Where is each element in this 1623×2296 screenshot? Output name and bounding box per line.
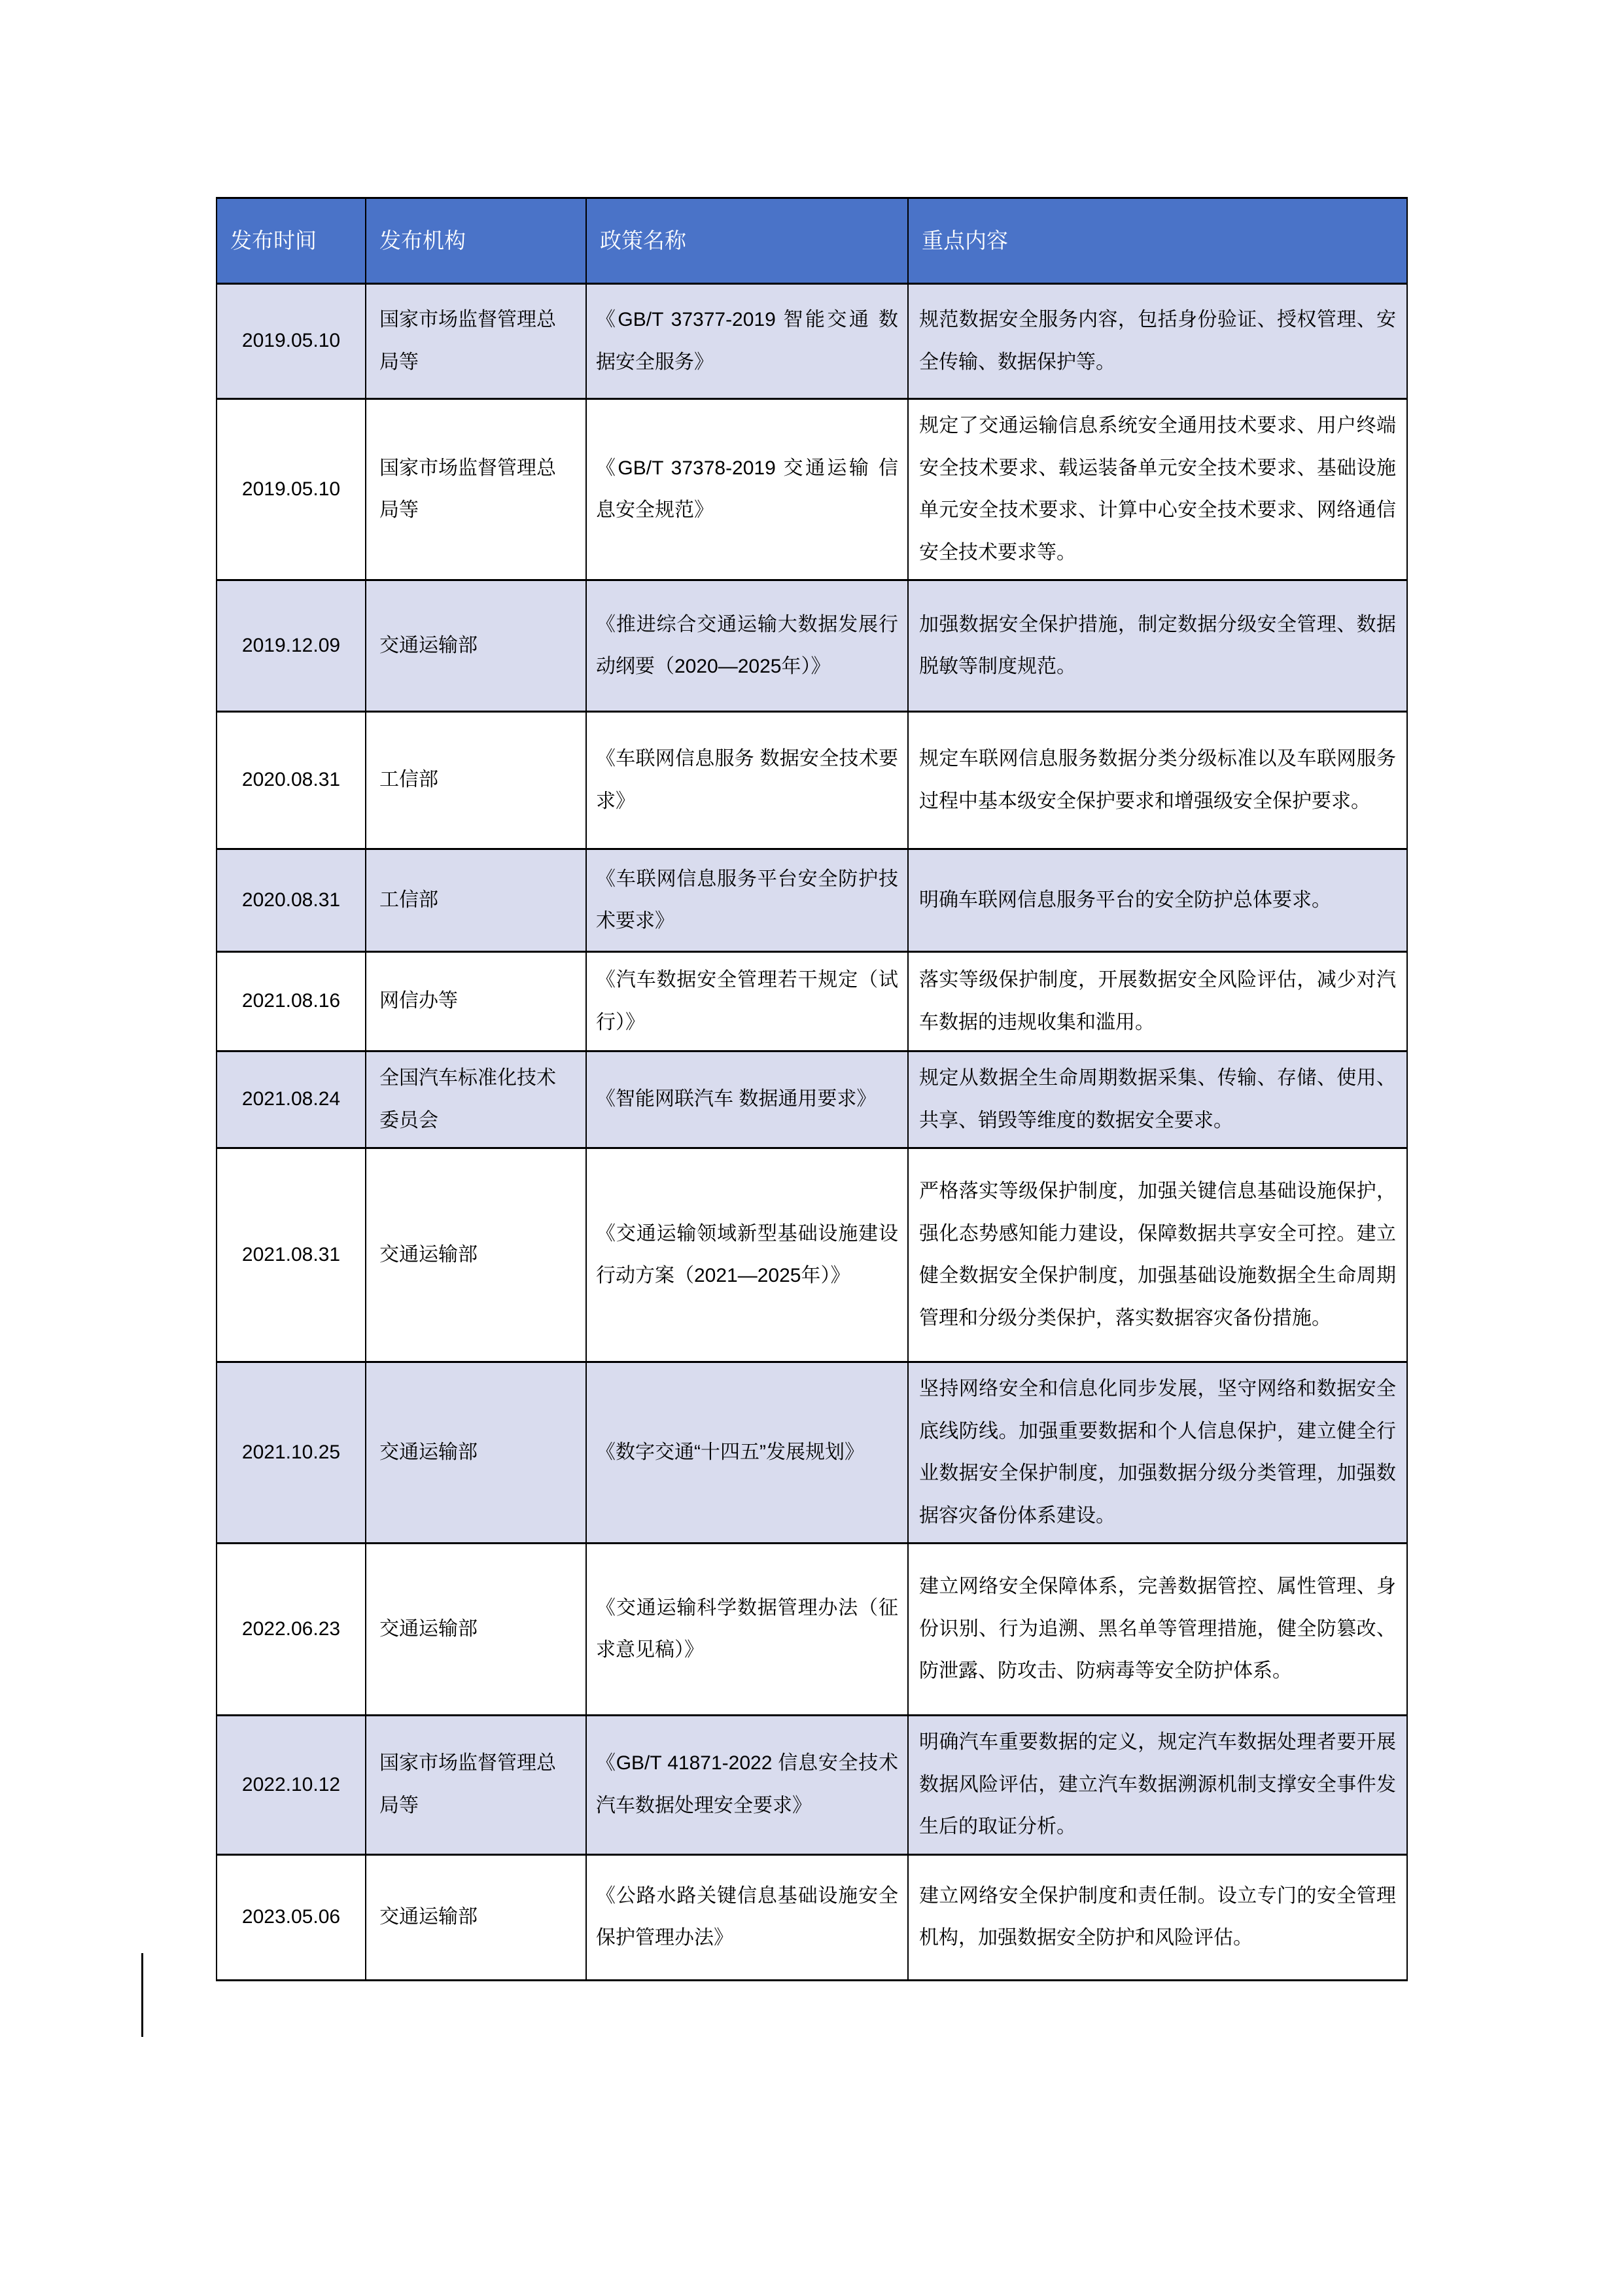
table-row	[217, 849, 1407, 952]
cell-publisher: 交通运输部	[366, 1854, 586, 1980]
cell-key-content: 落实等级保护制度，开展数据安全风险评估，减少对汽车数据的违规收集和滥用。	[908, 952, 1407, 1051]
cell-key-content: 规范数据安全服务内容，包括身份验证、授权管理、安全传输、数据保护等。	[908, 284, 1407, 399]
column-header-publish-date: 发布时间	[217, 198, 366, 284]
cell-publish-date: 2019.05.10	[217, 399, 366, 580]
left-margin-vertical-line	[141, 1953, 143, 2037]
table-row	[217, 580, 1407, 712]
table-row	[217, 1854, 1407, 1980]
cell-publisher: 全国汽车标准化技术委员会	[366, 1051, 586, 1148]
cell-publish-date: 2023.05.06	[217, 1854, 366, 1980]
table-row	[217, 1716, 1407, 1855]
cell-key-content: 加强数据安全保护措施，制定数据分级安全管理、数据脱敏等制度规范。	[908, 580, 1407, 712]
cell-key-content: 建立网络安全保护制度和责任制。设立专门的安全管理机构，加强数据安全防护和风险评估。	[908, 1854, 1407, 1980]
table-row	[217, 399, 1407, 580]
cell-publisher: 国家市场监督管理总局等	[366, 1716, 586, 1855]
table-row	[217, 1051, 1407, 1148]
cell-policy-name: 《车联网信息服务 数据安全技术要求》	[586, 712, 908, 849]
cell-policy-name: 《交通运输科学数据管理办法（征求意见稿）》	[586, 1544, 908, 1716]
cell-publisher: 国家市场监督管理总局等	[366, 399, 586, 580]
cell-publisher: 交通运输部	[366, 1148, 586, 1362]
header-row	[217, 198, 1407, 284]
cell-publish-date: 2019.12.09	[217, 580, 366, 712]
table-row	[217, 712, 1407, 849]
cell-publish-date: 2020.08.31	[217, 849, 366, 952]
cell-key-content: 明确车联网信息服务平台的安全防护总体要求。	[908, 849, 1407, 952]
cell-key-content: 规定了交通运输信息系统安全通用技术要求、用户终端安全技术要求、载运装备单元安全技术要求、基础设施单元安全技术要求、计算中心安全技术要求、网络通信安全技术要求等。	[908, 399, 1407, 580]
cell-key-content: 明确汽车重要数据的定义，规定汽车数据处理者要开展数据风险评估，建立汽车数据溯源机制支撑安全事件发生后的取证分析。	[908, 1716, 1407, 1855]
cell-policy-name: 《数字交通“十四五”发展规划》	[586, 1362, 908, 1544]
cell-policy-name: 《车联网信息服务平台安全防护技术要求》	[586, 849, 908, 952]
cell-policy-name: 《GB/T 37377-2019 智能交通 数据安全服务》	[586, 284, 908, 399]
cell-policy-name: 《汽车数据安全管理若干规定（试行）》	[586, 952, 908, 1051]
cell-publish-date: 2022.06.23	[217, 1544, 366, 1716]
cell-publisher: 交通运输部	[366, 1362, 586, 1544]
table-row	[217, 284, 1407, 399]
cell-key-content: 规定从数据全生命周期数据采集、传输、存储、使用、共享、销毁等维度的数据安全要求。	[908, 1051, 1407, 1148]
column-header-policy-name: 政策名称	[586, 198, 908, 284]
cell-policy-name: 《GB/T 41871-2022 信息安全技术 汽车数据处理安全要求》	[586, 1716, 908, 1855]
table-row	[217, 1148, 1407, 1362]
cell-publisher: 交通运输部	[366, 580, 586, 712]
cell-key-content: 严格落实等级保护制度，加强关键信息基础设施保护，强化态势感知能力建设，保障数据共享安全可控。建立健全数据安全保护制度，加强基础设施数据全生命周期管理和分级分类保护，落实数据容灾备份措施。	[908, 1148, 1407, 1362]
cell-policy-name: 《GB/T 37378-2019 交通运输 信息安全规范》	[586, 399, 908, 580]
policy-table	[216, 197, 1408, 1981]
table-row	[217, 1362, 1407, 1544]
cell-publish-date: 2020.08.31	[217, 712, 366, 849]
cell-policy-name: 《智能网联汽车 数据通用要求》	[586, 1051, 908, 1148]
cell-policy-name: 《交通运输领域新型基础设施建设行动方案（2021—2025年）》	[586, 1148, 908, 1362]
cell-publisher: 工信部	[366, 849, 586, 952]
cell-publish-date: 2021.08.16	[217, 952, 366, 1051]
table-row	[217, 952, 1407, 1051]
cell-publish-date: 2022.10.12	[217, 1716, 366, 1855]
cell-publisher: 网信办等	[366, 952, 586, 1051]
table-row	[217, 1544, 1407, 1716]
cell-key-content: 建立网络安全保障体系，完善数据管控、属性管理、身份识别、行为追溯、黑名单等管理措施，健全防篡改、防泄露、防攻击、防病毒等安全防护体系。	[908, 1544, 1407, 1716]
cell-publish-date: 2021.10.25	[217, 1362, 366, 1544]
cell-policy-name: 《公路水路关键信息基础设施安全保护管理办法》	[586, 1854, 908, 1980]
cell-policy-name: 《推进综合交通运输大数据发展行动纲要（2020—2025年）》	[586, 580, 908, 712]
cell-publisher: 交通运输部	[366, 1544, 586, 1716]
cell-publish-date: 2021.08.24	[217, 1051, 366, 1148]
cell-publish-date: 2021.08.31	[217, 1148, 366, 1362]
cell-key-content: 坚持网络安全和信息化同步发展，坚守网络和数据安全底线防线。加强重要数据和个人信息保护，建立健全行业数据安全保护制度，加强数据分级分类管理，加强数据容灾备份体系建设。	[908, 1362, 1407, 1544]
cell-publisher: 工信部	[366, 712, 586, 849]
column-header-publisher: 发布机构	[366, 198, 586, 284]
cell-key-content: 规定车联网信息服务数据分类分级标准以及车联网服务过程中基本级安全保护要求和增强级安全保护要求。	[908, 712, 1407, 849]
cell-publish-date: 2019.05.10	[217, 284, 366, 399]
column-header-key-content: 重点内容	[908, 198, 1407, 284]
cell-publisher: 国家市场监督管理总局等	[366, 284, 586, 399]
